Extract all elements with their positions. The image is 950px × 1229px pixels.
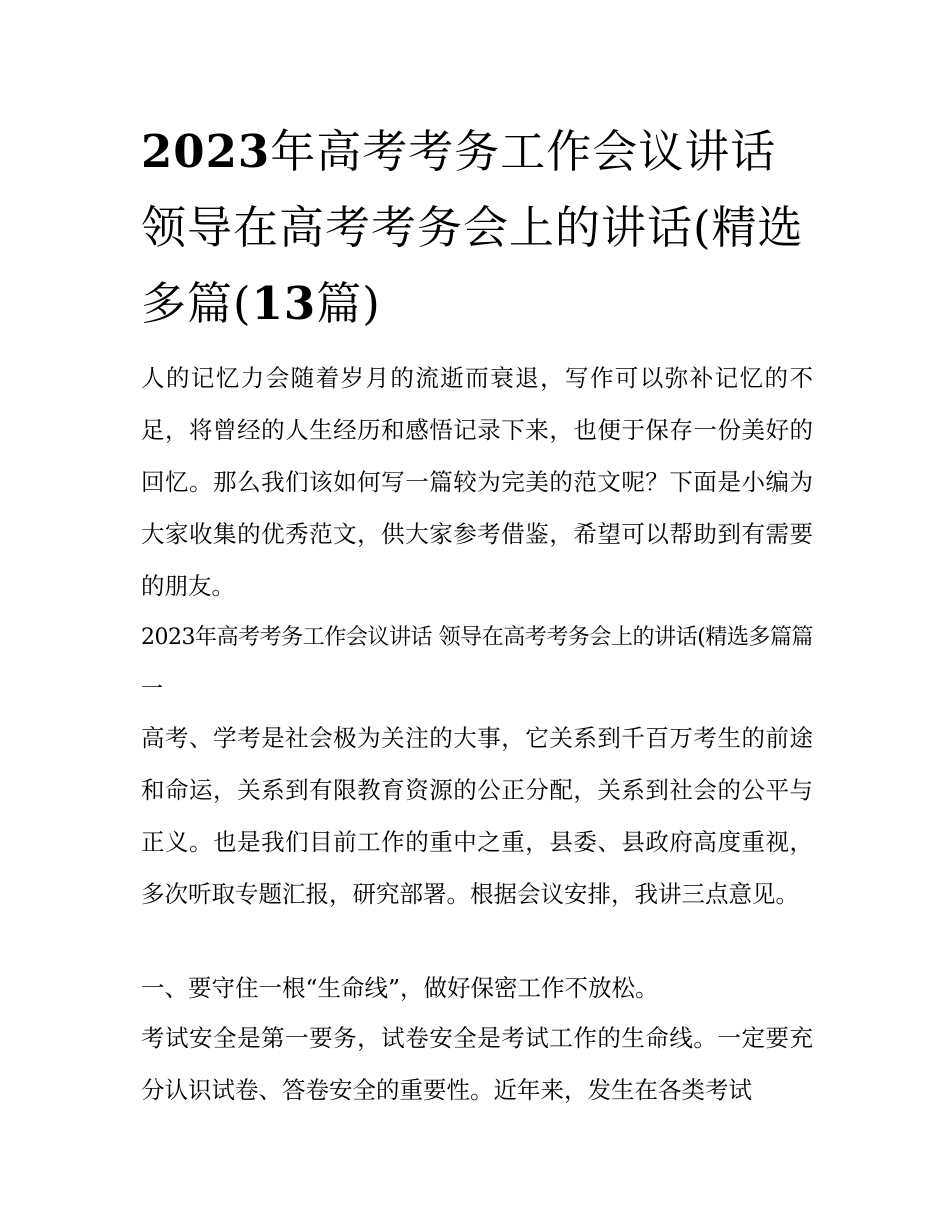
- point-heading-1: 一、要守住一根“生命线”，做好保密工作不放松。: [141, 974, 659, 1002]
- document-title: [141, 114, 821, 342]
- title-main: 年高考考务工作会议讲话 领导在高考考务会上的讲话(精选多篇(: [141, 125, 804, 330]
- title-count: 13: [251, 277, 317, 330]
- title-suffix: 篇): [316, 277, 381, 330]
- section-subtitle: 2023年高考考务工作会议讲话 领导在高考考务会上的讲话(精选多篇篇一: [141, 625, 813, 702]
- title-year: 2023: [141, 125, 271, 178]
- intro-paragraph: 人的记忆力会随着岁月的流逝而衰退，写作可以弥补记忆的不足，将曾经的人生经历和感悟记录下来，也便于保存一份美好的回忆。那么我们该如何写一篇较为完美的范文呢？下面是小编为大家收集的优秀范文，供大家参考借鉴，希望可以帮助到有需要的朋友。: [141, 364, 813, 600]
- body-paragraph-1: 高考、学考是社会极为关注的大事，它关系到千百万考生的前途和命运，关系到有限教育资源的公正分配，关系到社会的公平与正义。也是我们目前工作的重中之重，县委、县政府高度重视，多次听取专题汇报，研究部署。根据会议安排，我讲三点意见。: [141, 724, 813, 908]
- body-paragraph-2: 考试安全是第一要务，试卷安全是考试工作的生命线。一定要充分认识试卷、答卷安全的重要性。近年来，发生在各类考试: [141, 1024, 813, 1104]
